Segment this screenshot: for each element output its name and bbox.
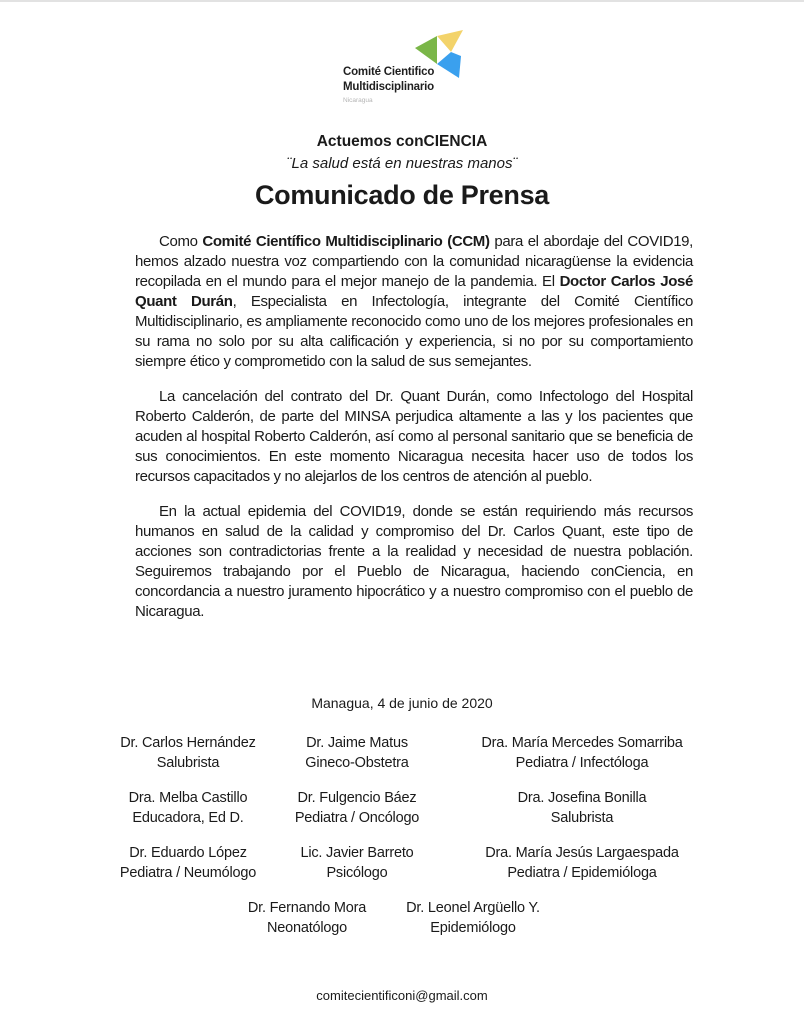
- p1-text-1: Como: [159, 233, 203, 250]
- signatory: [98, 788, 278, 828]
- signatory-name: Dr. Fernando Mora: [247, 900, 367, 916]
- signatory: [462, 733, 702, 773]
- contact-email: comitecientificoni@gmail.com: [316, 988, 488, 1003]
- signatory-role: Epidemiólogo: [430, 920, 516, 936]
- signatory-name: Lic. Javier Barreto: [300, 845, 414, 861]
- press-release-body: [135, 232, 693, 637]
- logo: [340, 26, 480, 112]
- signatory-name: Dra. María Mercedes Somarriba: [481, 735, 683, 751]
- signatory: [222, 898, 392, 938]
- signatory: [98, 733, 278, 773]
- signatory-role: Gineco-Obstetra: [305, 755, 409, 771]
- signatory-name: Dra. María Jesús Largaespada: [485, 845, 679, 861]
- signatory-name: Dr. Eduardo López: [129, 845, 247, 861]
- top-border: [0, 0, 804, 2]
- signatory: [272, 843, 442, 883]
- signatory-name: Dr. Fulgencio Báez: [297, 790, 417, 806]
- p1-bold-doctor: Doctor Carlos José Quant Durán: [135, 273, 693, 310]
- signatory: [272, 788, 442, 828]
- signatory-role: Pediatra / Infectóloga: [515, 755, 649, 771]
- logo-text-line1: Comité Cientifico: [343, 66, 435, 78]
- tagline: ¨La salud está en nuestras manos¨: [286, 155, 518, 172]
- date-line: Managua, 4 de junio de 2020: [311, 695, 493, 711]
- logo-text-country: Nicaragua: [343, 97, 373, 104]
- signatory-role: Neonatólogo: [266, 920, 348, 936]
- signatory-name: Dr. Jaime Matus: [306, 735, 408, 751]
- signatory: [388, 898, 558, 938]
- signatory-role: Salubrista: [156, 755, 220, 771]
- p1-bold-committee: Comité Científico Multidisciplinario (CCM): [202, 233, 490, 250]
- signatory-name: Dr. Leonel Argüello Y.: [406, 900, 540, 916]
- signatory: [462, 843, 702, 883]
- signatory-role: Pediatra / Neumólogo: [119, 865, 257, 881]
- signatory: [98, 843, 278, 883]
- paragraph-2: La cancelación del contrato del Dr. Quant Durán, como Infectologo del Hospital Roberto Calderón, de parte del MINSA perjudica altamente a las y los pacientes que acuden al hospital Roberto Calderón, así como al personal sanitario que se beneficia de sus conocimientos. En este momento Nicaragua necesita hacer uso de todos los recursos capacitados y no alejarlos de los centros de atención al pueblo.: [135, 388, 693, 485]
- slogan: Actuemos conCIENCIA: [316, 133, 488, 150]
- paragraph-3: En la actual epidemia del COVID19, donde se están requiriendo más recursos humanos en salud de la calidad y compromiso del Dr. Carlos Quant, este tipo de acciones son contradictorias frente a la realidad y necesidad de nuestra población. Seguiremos trabajando por el Pueblo de Nicaragua, haciendo conCiencia, en concordancia a nuestro juramento hipocrático y a nuestro compromiso con el pueblo de Nicaragua.: [135, 503, 693, 620]
- signatory-role: Educadora, Ed D.: [132, 810, 244, 826]
- signatory-name: Dra. Melba Castillo: [128, 790, 248, 806]
- signatory-role: Pediatra / Oncólogo: [294, 810, 420, 826]
- signatory: [272, 733, 442, 773]
- p1-text-3: , Especialista en Infectología, integrante del Comité Científico Multidisciplinario, es ampliamente reconocido como uno de los mejores profesionales en su rama no solo por su alta calificación y experiencia, si no por su comportamiento siempre ético y comprometido con la salud de sus semejantes.: [135, 293, 693, 370]
- signatory: [462, 788, 702, 828]
- signatory-name: Dr. Carlos Hernández: [120, 735, 256, 751]
- logo-text-line2: Multidisciplinario: [343, 81, 434, 93]
- p1-text-2: para el abordaje del COVID19, hemos alzado nuestra voz compartiendo con la comunidad nicaragüense la evidencia recopilada en el mundo para el mejor manejo de la pandemia. El: [135, 233, 693, 290]
- paragraph-1: [135, 232, 693, 372]
- signatory-role: Psicólogo: [326, 865, 388, 881]
- signatory-role: Salubrista: [550, 810, 614, 826]
- signatory-name: Dra. Josefina Bonilla: [517, 790, 647, 806]
- signatory-role: Pediatra / Epidemióloga: [507, 865, 657, 881]
- page-title: Comunicado de Prensa: [254, 180, 550, 210]
